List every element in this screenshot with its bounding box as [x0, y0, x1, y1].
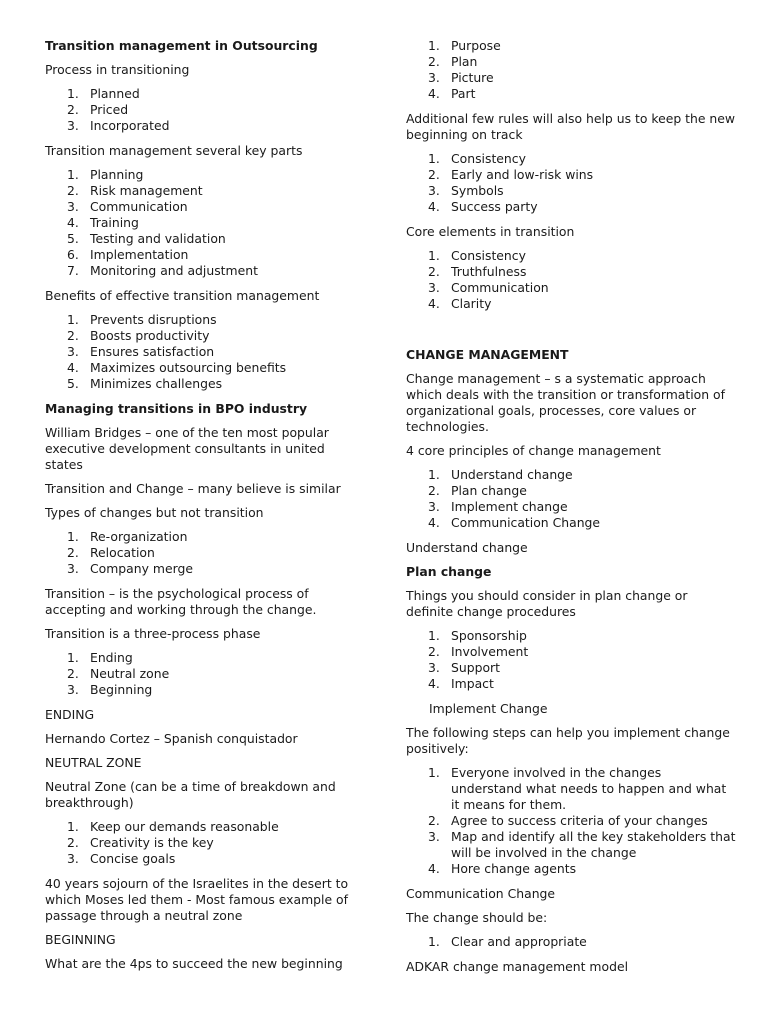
list-item	[45, 666, 365, 682]
three-phase-label: Transition is a three-process phase	[45, 626, 261, 641]
list-item-number: 3.	[428, 829, 440, 844]
list-item	[406, 765, 736, 813]
plan-change-list	[406, 628, 736, 692]
list-item-number: 1.	[428, 628, 440, 643]
list-item	[45, 312, 365, 328]
list-item	[45, 263, 365, 279]
list-item-text: Map and identify all the key stakeholders that will be involved in the change	[451, 829, 736, 860]
list-item	[45, 199, 365, 215]
beginning-heading: BEGINNING	[45, 932, 116, 947]
list-item-text: Testing and validation	[90, 231, 226, 246]
list-item-number: 2.	[67, 102, 79, 117]
list-item-number: 3.	[67, 344, 79, 359]
list-item-text: Implement change	[451, 499, 568, 514]
cortez-paragraph: Hernando Cortez – Spanish conquistador	[45, 731, 298, 746]
key-parts-list	[45, 167, 365, 279]
plan-change-paragraph: Things you should consider in plan change or definite change procedures	[406, 588, 688, 619]
list-item	[45, 650, 365, 666]
list-item	[406, 467, 736, 483]
list-item-text: Boosts productivity	[90, 328, 210, 343]
list-item	[406, 483, 736, 499]
list-item-number: 2.	[428, 644, 440, 659]
israelites-paragraph: 40 years sojourn of the Israelites in the desert to which Moses led them - Most famous example of passage through a neutral zone	[45, 876, 349, 923]
list-item-number: 4.	[67, 360, 79, 375]
list-item-text: Beginning	[90, 682, 153, 697]
list-item-number: 4.	[428, 86, 440, 101]
ending-heading: ENDING	[45, 707, 95, 722]
list-item	[406, 248, 736, 264]
list-item-text: Relocation	[90, 545, 155, 560]
list-item-number: 2.	[67, 835, 79, 850]
list-item-text: Ending	[90, 650, 133, 665]
list-item-text: Planning	[90, 167, 144, 182]
list-item	[45, 835, 365, 851]
list-item	[406, 167, 736, 183]
list-item-text: Prevents disruptions	[90, 312, 217, 327]
list-item-text: Ensures satisfaction	[90, 344, 215, 359]
list-item-number: 1.	[67, 86, 79, 101]
list-item-text: Symbols	[451, 183, 504, 198]
list-item-text: Involvement	[451, 644, 529, 659]
transition-definition: Transition – is the psychological process of accepting and working through the change.	[45, 586, 317, 617]
list-item	[45, 118, 365, 134]
list-item	[406, 183, 736, 199]
neutral-heading: NEUTRAL ZONE	[45, 755, 142, 770]
list-item	[406, 199, 736, 215]
list-item-text: Incorporated	[90, 118, 170, 133]
list-item	[45, 545, 365, 561]
change-management-definition: Change management – s a systematic approach which deals with the transition or transformation of organizational goals, processes, core values or technologies.	[406, 371, 725, 434]
list-item-number: 3.	[67, 561, 79, 576]
principles-list	[406, 467, 736, 531]
list-item-text: Training	[90, 215, 139, 230]
three-phase-list	[45, 650, 365, 698]
list-item-number: 1.	[428, 248, 440, 263]
list-item-text: Impact	[451, 676, 494, 691]
list-item-number: 3.	[428, 70, 440, 85]
list-item	[45, 328, 365, 344]
understand-change-label: Understand change	[406, 540, 528, 555]
fourps-paragraph: What are the 4ps to succeed the new beginning	[45, 956, 343, 971]
list-item-number: 1.	[67, 529, 79, 544]
list-item-number: 1.	[428, 934, 440, 949]
list-item	[406, 676, 736, 692]
section-spacer	[406, 321, 736, 347]
list-item	[406, 813, 736, 829]
list-item-number: 1.	[67, 650, 79, 665]
list-item-number: 7.	[67, 263, 79, 278]
list-item-text: Priced	[90, 102, 129, 117]
list-item-number: 4.	[428, 861, 440, 876]
list-item-text: Keep our demands reasonable	[90, 819, 279, 834]
communication-change-label: Communication Change	[406, 886, 556, 901]
list-item	[406, 280, 736, 296]
bpo-heading: Managing transitions in BPO industry	[45, 401, 308, 416]
list-item	[45, 167, 365, 183]
list-item	[406, 54, 736, 70]
list-item-number: 2.	[67, 666, 79, 681]
list-item	[406, 515, 736, 531]
list-item	[45, 102, 365, 118]
list-item-text: Picture	[451, 70, 494, 85]
list-item-text: Part	[451, 86, 476, 101]
list-item-text: Clear and appropriate	[451, 934, 587, 949]
list-item	[45, 561, 365, 577]
list-item	[45, 247, 365, 263]
list-item-text: Early and low-risk wins	[451, 167, 594, 182]
list-item	[45, 231, 365, 247]
list-item-number: 1.	[428, 765, 440, 780]
transition-change-paragraph: Transition and Change – many believe is similar	[45, 481, 341, 496]
rules-paragraph: Additional few rules will also help us to keep the new beginning on track	[406, 111, 736, 142]
should-be-label: The change should be:	[406, 910, 548, 925]
list-item	[406, 499, 736, 515]
types-label: Types of changes but not transition	[45, 505, 264, 520]
list-item	[45, 360, 365, 376]
list-item-number: 5.	[67, 376, 79, 391]
list-item-text: Everyone involved in the changes understand what needs to happen and what it means for them.	[451, 765, 727, 812]
list-item-number: 3.	[428, 660, 440, 675]
list-item-text: Maximizes outsourcing benefits	[90, 360, 287, 375]
list-item-number: 1.	[428, 151, 440, 166]
list-item	[406, 644, 736, 660]
list-item	[45, 215, 365, 231]
list-item-number: 2.	[67, 545, 79, 560]
steps-paragraph: The following steps can help you implement change positively:	[406, 725, 730, 756]
list-item-text: Sponsorship	[451, 628, 527, 643]
list-item-text: Consistency	[451, 151, 526, 166]
principles-label: 4 core principles of change management	[406, 443, 661, 458]
list-item	[406, 70, 736, 86]
list-item-number: 3.	[67, 118, 79, 133]
change-management-heading: CHANGE MANAGEMENT	[406, 347, 569, 362]
list-item-text: Clarity	[451, 296, 492, 311]
list-item	[45, 851, 365, 867]
list-item	[406, 151, 736, 167]
list-item	[45, 344, 365, 360]
bridges-paragraph: William Bridges – one of the ten most popular executive development consultants in united states	[45, 425, 329, 472]
list-item-number: 6.	[67, 247, 79, 262]
list-item	[406, 934, 736, 950]
neutral-paragraph: Neutral Zone (can be a time of breakdown and breakthrough)	[45, 779, 336, 810]
list-item-text: Understand change	[451, 467, 573, 482]
list-item-text: Plan change	[451, 483, 527, 498]
list-item	[406, 628, 736, 644]
core-label: Core elements in transition	[406, 224, 575, 239]
benefits-list	[45, 312, 365, 392]
implement-change-label: Implement Change	[429, 701, 548, 716]
list-item-number: 4.	[428, 515, 440, 530]
list-item-text: Plan	[451, 54, 478, 69]
right-column	[406, 38, 736, 983]
list-item	[45, 682, 365, 698]
list-item	[45, 86, 365, 102]
list-item-number: 3.	[428, 280, 440, 295]
list-item-text: Implementation	[90, 247, 189, 262]
types-list	[45, 529, 365, 577]
plan-change-heading: Plan change	[406, 564, 492, 579]
should-be-list	[406, 934, 736, 950]
adkar-label: ADKAR change management model	[406, 959, 629, 974]
list-item-text: Success party	[451, 199, 538, 214]
core-list	[406, 248, 736, 312]
list-item-text: Monitoring and adjustment	[90, 263, 258, 278]
list-item-number: 1.	[67, 819, 79, 834]
process-list	[45, 86, 365, 134]
list-item-text: Planned	[90, 86, 140, 101]
key-parts-label: Transition management several key parts	[45, 143, 303, 158]
list-item-text: Creativity is the key	[90, 835, 214, 850]
list-item-number: 4.	[428, 296, 440, 311]
list-item-text: Communication Change	[451, 515, 601, 530]
list-item-text: Neutral zone	[90, 666, 170, 681]
list-item-text: Communication	[90, 199, 188, 214]
process-label: Process in transitioning	[45, 62, 190, 77]
list-item-number: 3.	[428, 499, 440, 514]
list-item-text: Purpose	[451, 38, 501, 53]
list-item-number: 2.	[67, 328, 79, 343]
list-item-number: 2.	[428, 54, 440, 69]
list-item-number: 4.	[428, 676, 440, 691]
list-item-number: 2.	[428, 813, 440, 828]
list-item-text: Minimizes challenges	[90, 376, 223, 391]
list-item-text: Risk management	[90, 183, 203, 198]
list-item-number: 2.	[428, 264, 440, 279]
list-item-number: 3.	[67, 851, 79, 866]
list-item-text: Company merge	[90, 561, 193, 576]
list-item	[406, 264, 736, 280]
document-title: Transition management in Outsourcing	[45, 38, 318, 53]
list-item-text: Consistency	[451, 248, 526, 263]
rules-list	[406, 151, 736, 215]
list-item-text: Support	[451, 660, 500, 675]
list-item-text: Re-organization	[90, 529, 188, 544]
list-item-number: 3.	[428, 183, 440, 198]
list-item-text: Hore change agents	[451, 861, 577, 876]
list-item-number: 3.	[67, 199, 79, 214]
list-item	[406, 660, 736, 676]
steps-list	[406, 765, 736, 877]
list-item-number: 1.	[67, 167, 79, 182]
list-item	[406, 829, 736, 861]
list-item-number: 2.	[67, 183, 79, 198]
left-column	[45, 38, 365, 980]
list-item	[406, 86, 736, 102]
list-item	[406, 38, 736, 54]
list-item-number: 1.	[428, 467, 440, 482]
list-item	[406, 296, 736, 312]
list-item-number: 5.	[67, 231, 79, 246]
list-item-text: Concise goals	[90, 851, 176, 866]
benefits-label: Benefits of effective transition management	[45, 288, 320, 303]
list-item	[45, 376, 365, 392]
neutral-list	[45, 819, 365, 867]
list-item-text: Agree to success criteria of your changes	[451, 813, 708, 828]
list-item-number: 4.	[67, 215, 79, 230]
list-item	[45, 183, 365, 199]
list-item-number: 3.	[67, 682, 79, 697]
list-item-text: Truthfulness	[451, 264, 527, 279]
list-item-number: 1.	[428, 38, 440, 53]
fourps-list	[406, 38, 736, 102]
list-item-number: 2.	[428, 483, 440, 498]
list-item-number: 2.	[428, 167, 440, 182]
list-item-text: Communication	[451, 280, 549, 295]
list-item-number: 4.	[428, 199, 440, 214]
list-item	[406, 861, 736, 877]
list-item	[45, 819, 365, 835]
list-item-number: 1.	[67, 312, 79, 327]
list-item	[45, 529, 365, 545]
